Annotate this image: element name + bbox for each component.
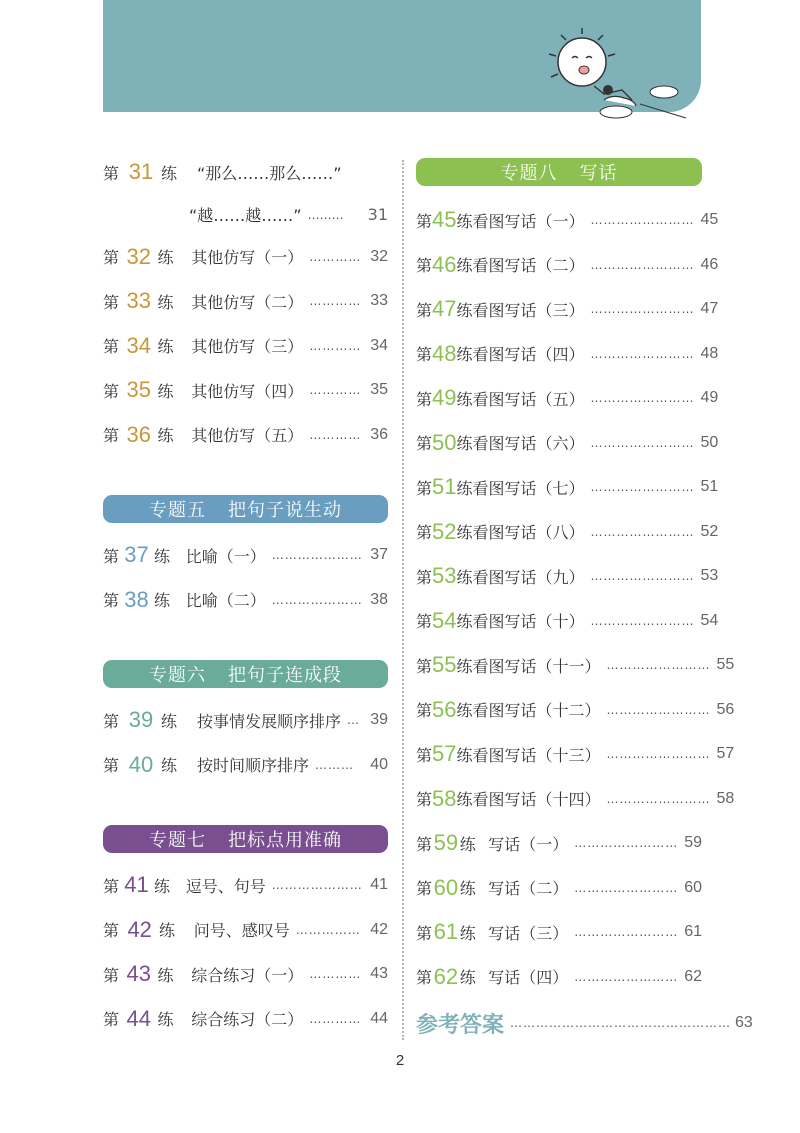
section-label: 专题七 [149,830,206,851]
entry-title: 看图写话（十） [472,612,585,632]
left-column [103,150,388,1041]
entry-page: 46 [700,255,719,273]
entry-page: 60 [684,878,702,896]
section-label: 专题八 [500,163,558,184]
answers-title: 参考答案 [416,1012,505,1038]
toc-entry-52[interactable] [416,510,719,555]
entry-title: 看图写话（十四） [472,790,601,810]
entry-leader: ………… [309,1011,362,1026]
toc-entry-31-continuation[interactable] [103,195,388,235]
entry-suffix: 练 [153,546,170,566]
entry-leader: ………………… [271,878,363,893]
entry-title: 其他仿写（二） [191,292,304,312]
entry-page: 63 [735,1014,753,1031]
entry-page: 40 [370,755,388,773]
entry-number: 53 [432,563,457,589]
entry-page: 43 [370,965,388,983]
entry-number: 45 [432,207,457,233]
entry-title: 其他仿写（五） [191,426,304,446]
entry-suffix: 练 [157,426,174,446]
entry-leader: ………… [309,294,362,309]
entry-title: 看图写话（八） [472,523,585,543]
entry-prefix: 第 [103,426,120,446]
entry-leader: …………………… [606,702,711,717]
toc-entry-37[interactable] [103,533,388,578]
entry-suffix: 练 [459,968,476,988]
entry-number: 54 [432,607,457,633]
entry-prefix: 第 [416,300,433,320]
entry-leader: …………………………………………… [510,1016,732,1030]
entry-prefix: 第 [103,965,120,985]
entry-number: 47 [432,296,457,322]
toc-entry-55[interactable] [416,643,735,688]
entry-number: 50 [432,429,457,455]
entry-suffix: 练 [456,523,473,543]
entry-prefix: 第 [103,248,120,268]
entry-leader: ………… [309,249,362,264]
entry-number: 57 [432,741,457,767]
entry-page: 55 [716,656,735,674]
entry-suffix: 练 [161,756,178,776]
section-title: 把标点用准确 [228,830,342,851]
entry-number: 59 [433,830,459,856]
entry-prefix: 第 [416,256,433,276]
entry-prefix: 第 [416,968,433,988]
entry-leader: ………… [309,338,362,353]
entry-suffix: 练 [157,292,174,312]
entry-prefix: 第 [103,591,120,611]
entry-prefix: 第 [103,381,120,401]
entry-leader: …………………… [590,435,695,450]
toc-entry-32[interactable] [103,235,388,280]
section-8-header[interactable] [416,158,702,186]
entry-page: 52 [700,522,719,540]
toc-entry-62[interactable] [416,955,702,1000]
entry-page: 51 [700,478,719,496]
entry-suffix: 练 [157,381,174,401]
entry-leader: …………………… [590,391,695,406]
entry-leader: …………………… [574,880,679,895]
entry-title: “越……越……” [189,206,302,225]
toc-entry-46[interactable] [416,243,719,288]
entry-leader: ………………… [271,548,363,563]
entry-number: 35 [126,377,151,403]
entry-title: 看图写话（二） [472,256,585,276]
entry-title: 看图写话（十三） [472,745,601,765]
entry-leader: ……… [307,207,344,222]
entry-title: 问号、感叹号 [193,921,290,941]
entry-title: 看图写话（四） [472,345,585,365]
entry-number: 33 [126,288,151,314]
entry-number: 34 [126,332,151,358]
toc-entry-58[interactable] [416,777,735,822]
entry-leader: … [347,713,361,728]
entry-prefix: 第 [416,211,433,231]
entry-suffix: 练 [456,345,473,365]
section-label: 专题五 [149,500,206,521]
entry-page: 41 [370,876,388,894]
entry-title: 看图写话（五） [472,389,585,409]
entry-number: 55 [432,652,457,678]
entry-prefix: 第 [103,756,120,776]
entry-suffix: 练 [456,745,473,765]
entry-prefix: 第 [416,745,433,765]
section-5-header[interactable] [103,495,388,523]
entry-leader: …………………… [590,257,695,272]
entry-number: 56 [432,696,457,722]
entry-suffix: 练 [158,921,175,941]
entry-leader: …………………… [574,925,679,940]
entry-title: 看图写话（七） [472,478,585,498]
entry-page: 42 [370,920,388,938]
entry-suffix: 练 [456,389,473,409]
entry-prefix: 第 [416,790,433,810]
entry-title: 比喻（二） [185,591,266,611]
entry-title: 写话（三） [488,923,569,943]
entry-title: 写话（二） [488,879,569,899]
toc-entry-43[interactable] [103,952,388,997]
entry-leader: ………… [309,967,362,982]
toc-entry-41[interactable] [103,863,388,908]
entry-title: 其他仿写（三） [191,337,304,357]
entry-number: 43 [126,961,151,987]
entry-leader: …………………… [590,213,695,228]
entry-page: 45 [700,211,719,229]
entry-title: 按时间顺序排序 [197,756,310,776]
entry-title: 看图写话（一） [472,211,585,231]
entry-leader: …………………… [574,836,679,851]
entry-leader: ………… [309,427,362,442]
entry-prefix: 第 [416,656,433,676]
toc-entry-51[interactable] [416,465,719,510]
entry-title: 综合练习（一） [191,965,304,985]
entry-suffix: 练 [456,612,473,632]
entry-number: 39 [128,707,154,733]
entry-page: 36 [370,425,388,443]
toc-entry-53[interactable] [416,554,719,599]
toc-entry-49[interactable] [416,376,719,421]
entry-suffix: 练 [456,434,473,454]
entry-number: 40 [128,751,154,777]
entry-page: 49 [700,389,719,407]
entry-title: 看图写话（十二） [472,701,601,721]
entry-suffix: 练 [157,248,174,268]
entry-title: 其他仿写（四） [191,381,304,401]
entry-suffix: 练 [157,337,174,357]
section-8-entries [416,198,735,999]
entry-leader: …………………… [590,346,695,361]
entry-suffix: 练 [153,876,170,896]
entry-suffix: 练 [456,656,473,676]
entry-title: 按事情发展顺序排序 [197,711,342,731]
column-divider [402,160,404,1040]
entry-leader: …………………… [606,747,711,762]
entry-number: 41 [124,872,149,898]
entry-suffix: 练 [161,711,178,731]
entry-prefix: 第 [103,876,120,896]
entry-number: 60 [433,874,459,900]
entry-title: 写话（一） [488,834,569,854]
right-column [416,150,753,1047]
entry-suffix: 练 [459,879,476,899]
toc-entry-35[interactable] [103,368,388,413]
toc-entry-39[interactable] [103,698,388,743]
entry-page: 32 [370,247,388,265]
entry-suffix: 练 [456,211,473,231]
toc-entry-36[interactable] [103,413,388,458]
entry-page: 54 [700,611,719,629]
entry-number: 36 [126,421,151,447]
entry-title: 综合练习（二） [191,1010,304,1030]
entry-leader: …………………… [590,524,695,539]
entry-number: 49 [432,385,457,411]
entry-prefix: 第 [416,612,433,632]
entry-title: 看图写话（十一） [472,656,601,676]
entry-prefix: 第 [103,546,120,566]
section-title: 把句子连成段 [228,665,342,686]
entry-title: 其他仿写（一） [191,248,304,268]
entry-suffix: 练 [153,591,170,611]
entry-prefix: 第 [416,834,433,854]
entry-suffix: 练 [456,256,473,276]
entry-page: 50 [700,433,719,451]
entry-leader: …………………… [590,302,695,317]
entry-prefix: 第 [416,923,433,943]
entry-page: 44 [370,1009,388,1027]
entry-suffix: 练 [459,834,476,854]
entry-prefix: 第 [103,292,120,312]
entry-leader: …………………… [590,480,695,495]
entry-prefix: 第 [416,434,433,454]
entry-leader: …………………… [606,791,711,806]
entry-leader: ……… [315,757,355,772]
entry-prefix: 第 [103,921,120,941]
entry-title: “那么……那么……” [197,163,342,183]
entry-prefix: 第 [416,701,433,721]
toc-entry-44[interactable] [103,997,388,1042]
entry-number: 46 [432,251,457,277]
entry-title: 写话（四） [488,968,569,988]
entry-page: 56 [716,700,735,718]
entry-leader: …………… [295,922,361,937]
entry-page: 53 [700,567,719,585]
entry-number: 52 [432,518,457,544]
toc-entry-45[interactable] [416,198,719,243]
entry-number: 51 [432,474,457,500]
entry-suffix: 练 [161,163,178,183]
entry-page: 58 [716,789,735,807]
entry-number: 48 [432,340,457,366]
toc-entry-42[interactable] [103,908,388,953]
entry-number: 62 [433,963,459,989]
sun-and-child-icon [536,28,696,128]
toc-entry-38[interactable] [103,578,388,623]
entry-page: 31 [367,205,388,224]
toc-entry-56[interactable] [416,688,735,733]
entry-prefix: 第 [416,345,433,365]
entry-page: 35 [370,381,388,399]
entry-page: 62 [684,967,702,985]
entry-page: 59 [684,834,702,852]
entry-leader: …………………… [590,613,695,628]
toc-entry-57[interactable] [416,732,735,777]
section-label: 专题六 [149,665,206,686]
entry-prefix: 第 [103,1010,120,1030]
toc-entry-59[interactable] [416,821,702,866]
entry-page: 48 [700,344,719,362]
entry-number: 31 [128,159,154,185]
entry-prefix: 第 [416,879,433,899]
entry-prefix: 第 [416,523,433,543]
entry-page: 47 [700,300,719,318]
entry-number: 58 [432,785,457,811]
entry-number: 61 [433,919,459,945]
entry-suffix: 练 [459,923,476,943]
toc-entry-50[interactable] [416,421,719,466]
entry-prefix: 第 [103,337,120,357]
entry-prefix: 第 [416,567,433,587]
entry-suffix: 练 [456,478,473,498]
entry-suffix: 练 [456,701,473,721]
entry-number: 37 [124,542,149,568]
section-title: 把句子说生动 [228,500,342,521]
entry-leader: ………… [309,383,362,398]
toc-entry-31[interactable] [103,150,388,195]
entry-title: 看图写话（六） [472,434,585,454]
entry-prefix: 第 [103,711,120,731]
entry-suffix: 练 [157,965,174,985]
section-title: 写话 [579,163,618,184]
entry-prefix: 第 [416,478,433,498]
entry-title: 看图写话（九） [472,567,585,587]
entry-title: 看图写话（三） [472,300,585,320]
entry-suffix: 练 [456,300,473,320]
entry-leader: …………………… [574,969,679,984]
entry-page: 34 [370,336,388,354]
toc-entry-61[interactable] [416,910,702,955]
entry-title: 逗号、句号 [185,876,266,896]
toc-entry-answers[interactable] [416,999,753,1047]
page-number: 2 [395,1052,405,1069]
entry-page: 37 [370,546,388,564]
entry-suffix: 练 [456,790,473,810]
entry-page: 38 [370,590,388,608]
entry-suffix: 练 [157,1010,174,1030]
entry-prefix: 第 [103,163,120,183]
toc-entry-40[interactable] [103,743,388,788]
toc-entry-54[interactable] [416,599,719,644]
section-7-header[interactable] [103,825,388,853]
section-6-header[interactable] [103,660,388,688]
toc-entry-60[interactable] [416,866,702,911]
entry-leader: ………………… [271,592,363,607]
entry-leader: …………………… [590,569,695,584]
entry-prefix: 第 [416,389,433,409]
entry-leader: …………………… [606,658,711,673]
entry-number: 42 [127,916,152,942]
entry-page: 57 [716,745,735,763]
toc-entry-47[interactable] [416,287,719,332]
entry-page: 39 [370,711,389,729]
toc-entry-34[interactable] [103,324,388,369]
entry-number: 44 [126,1005,151,1031]
toc-entry-33[interactable] [103,279,388,324]
entry-page: 33 [370,292,388,310]
entry-title: 比喻（一） [185,546,266,566]
entry-suffix: 练 [456,567,473,587]
entry-number: 38 [124,586,149,612]
entry-page: 61 [684,923,702,941]
entry-number: 32 [126,243,151,269]
toc-entry-48[interactable] [416,332,719,377]
